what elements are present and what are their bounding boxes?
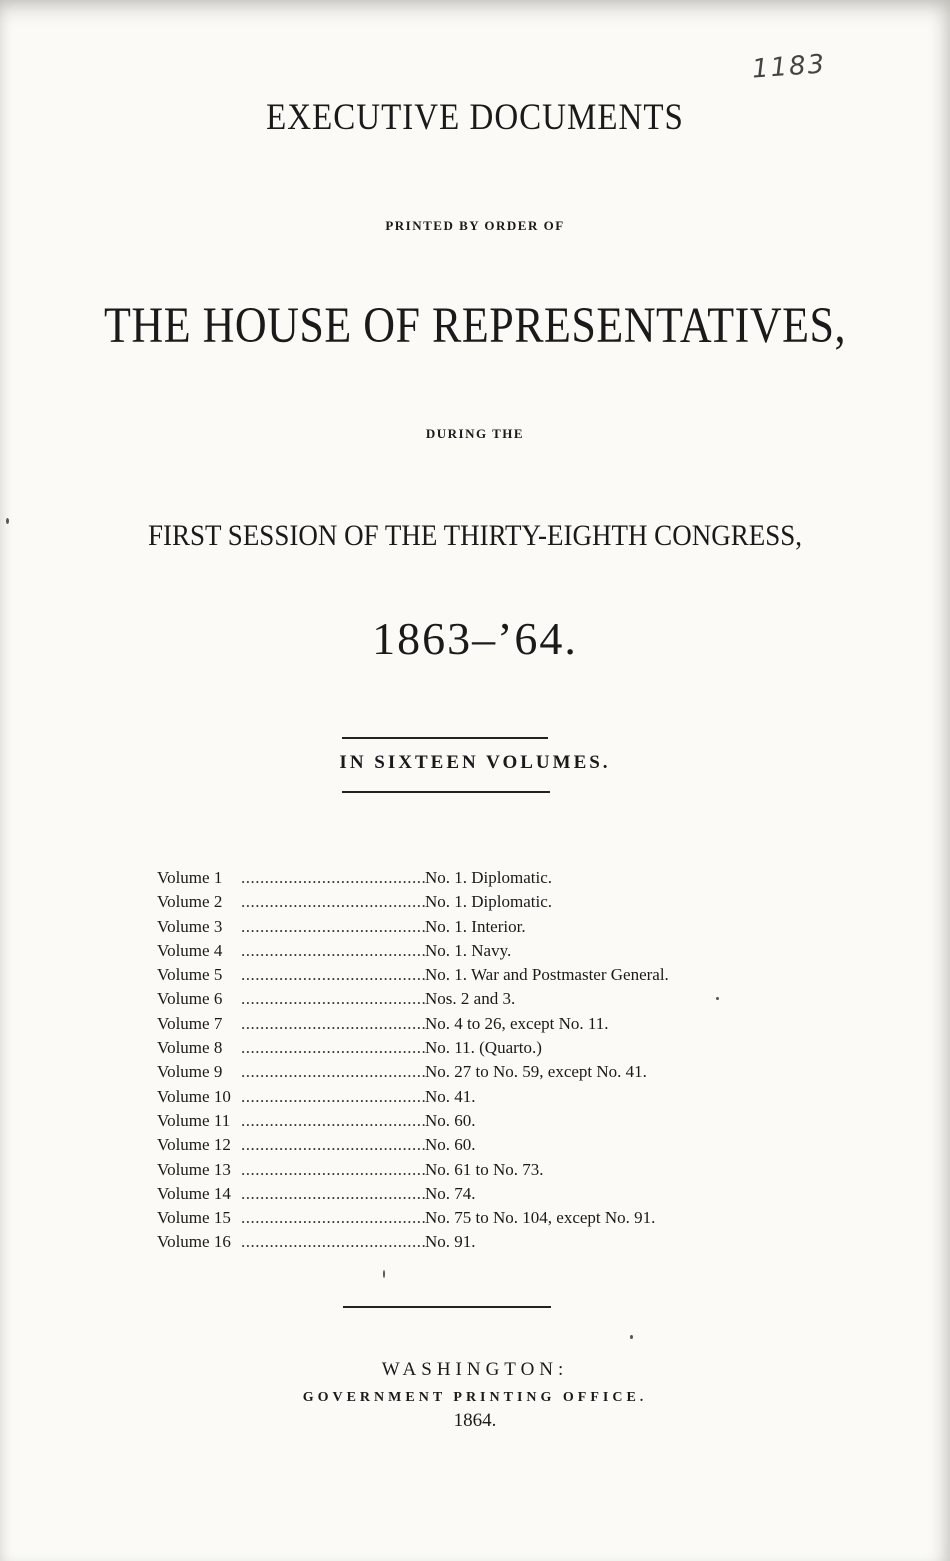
dot-leader [241, 1109, 425, 1133]
dot-leader [241, 1085, 425, 1109]
top-divider-rule [342, 737, 548, 739]
list-item: Volume 9 ..... No. 27 to No. 59, except No. 41. [157, 1060, 669, 1084]
handwritten-page-number: 1183 [751, 49, 828, 85]
list-item: Volume 7 ..... No. 4 to 26, except No. 11. [157, 1012, 669, 1036]
imprint-city: WASHINGTON: [381, 1359, 569, 1380]
list-item: Volume 2 ..... No. 1. Diplomatic. [157, 890, 669, 914]
dot-leader [241, 987, 425, 1011]
list-item: Volume 13 ..... No. 61 to No. 73. [157, 1158, 669, 1182]
list-item: Volume 4 ..... No. 1. Navy. [157, 939, 669, 963]
list-item: Volume 16 ..... No. 91. [157, 1230, 669, 1254]
list-item: Volume 5 ..... No. 1. War and Postmaster General. [157, 963, 669, 987]
dot-leader [241, 1133, 425, 1157]
imprint-year: 1864. [453, 1410, 497, 1431]
house-title: THE HOUSE OF REPRESENTATIVES, [104, 297, 846, 354]
page-speck [383, 1270, 385, 1278]
imprint-office: GOVERNMENT PRINTING OFFICE. [302, 1390, 648, 1405]
list-item: Volume 3 ..... No. 1. Interior. [157, 915, 669, 939]
list-item: Volume 15 ..... No. 75 to No. 104, except No. 91. [157, 1206, 669, 1230]
dot-leader [241, 1230, 425, 1254]
heading-divider-rule [342, 791, 550, 793]
session-years: 1863–’64. [372, 613, 578, 664]
volumes-heading: IN SIXTEEN VOLUMES. [339, 752, 611, 773]
dot-leader [241, 866, 425, 890]
dot-leader [241, 1182, 425, 1206]
bottom-divider-rule [343, 1306, 551, 1308]
volumes-list [157, 866, 669, 1255]
list-item: Volume 12 ..... No. 60. [157, 1133, 669, 1157]
dot-leader [241, 963, 425, 987]
dot-leader [241, 1060, 425, 1084]
dot-leader [241, 890, 425, 914]
margin-speck [6, 518, 9, 524]
printed-by-line: PRINTED BY ORDER OF [385, 218, 565, 233]
list-item: Volume 1 ..... No. 1. Diplomatic. [157, 866, 669, 890]
list-item: Volume 10 ..... No. 41. [157, 1085, 669, 1109]
session-title: FIRST SESSION OF THE THIRTY-EIGHTH CONGRESS, [148, 518, 802, 552]
dot-leader [241, 939, 425, 963]
list-item: Volume 14 ..... No. 74. [157, 1182, 669, 1206]
dot-leader [241, 915, 425, 939]
page-speck [630, 1335, 633, 1339]
page-speck [716, 997, 719, 1000]
during-line: DURING THE [425, 426, 525, 441]
dot-leader [241, 1036, 425, 1060]
document-title: EXECUTIVE DOCUMENTS [266, 97, 684, 139]
dot-leader [241, 1012, 425, 1036]
dot-leader [241, 1158, 425, 1182]
list-item: Volume 8 ..... No. 11. (Quarto.) [157, 1036, 669, 1060]
list-item: Volume 6 ..... Nos. 2 and 3. [157, 987, 669, 1011]
list-item: Volume 11 ..... No. 60. [157, 1109, 669, 1133]
dot-leader [241, 1206, 425, 1230]
